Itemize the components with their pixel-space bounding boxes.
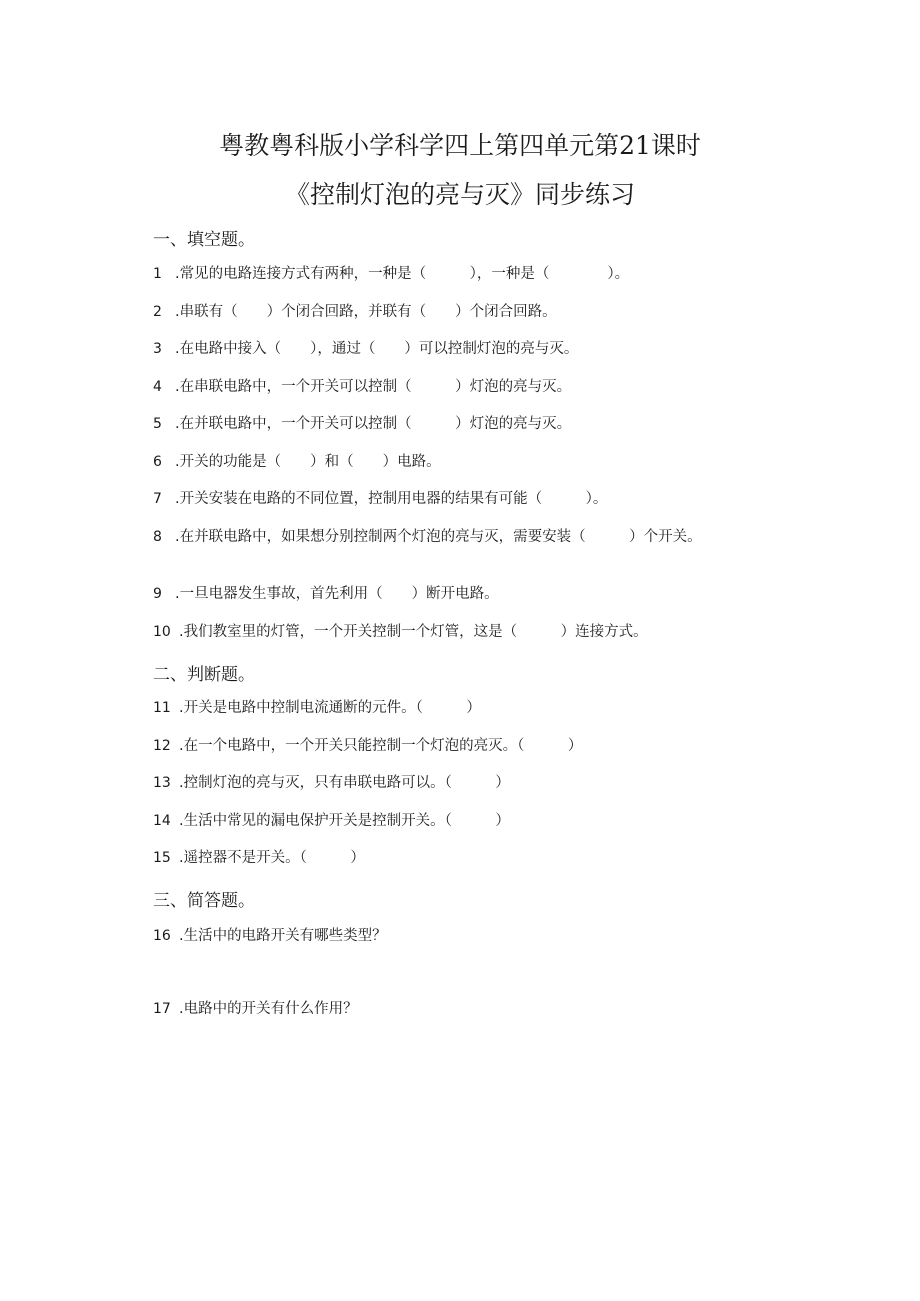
question-5 — [153, 414, 571, 434]
question-9 — [153, 584, 499, 604]
question-number: 5 — [153, 416, 162, 432]
question-number: 13 — [153, 775, 171, 791]
question-text: .生活中的电路开关有哪些类型？ — [179, 928, 387, 944]
question-number: 3 — [153, 341, 162, 357]
question-text: .开关的功能是（ ）和（ ）电路。 — [175, 454, 441, 470]
question-number: 7 — [153, 491, 162, 507]
question-7 — [153, 489, 607, 509]
question-14 — [153, 811, 510, 831]
title-line-1: 粤教粤科版小学科学四上第四单元第21课时 — [219, 131, 701, 160]
question-number: 9 — [153, 586, 162, 602]
question-13 — [153, 773, 510, 793]
section-short-answer: 三、简答题。 — [153, 891, 255, 911]
question-text: .我们教室里的灯管，一个开关控制一个灯管，这是（ ）连接方式。 — [179, 624, 648, 640]
question-6 — [153, 452, 441, 472]
question-8 — [153, 527, 713, 547]
question-text: .电路中的开关有什么作用？ — [179, 1001, 358, 1017]
question-10 — [153, 622, 648, 642]
question-number: 6 — [153, 454, 162, 470]
question-number: 10 — [153, 624, 171, 640]
question-3 — [153, 339, 578, 359]
question-text: .开关安装在电路的不同位置，控制用电器的结果有可能（ ）。 — [175, 491, 608, 507]
question-text: .在并联电路中，如果想分别控制两个灯泡的亮与灭，需要安装（ ）个开关。 — [175, 529, 702, 545]
question-number: 15 — [153, 850, 171, 866]
question-16 — [153, 926, 387, 946]
question-12 — [153, 736, 582, 756]
question-number: 14 — [153, 813, 171, 829]
question-number: 12 — [153, 738, 171, 754]
question-number: 1 — [153, 266, 162, 282]
question-2 — [153, 302, 557, 322]
question-text: .生活中常见的漏电保护开关是控制开关。（ ） — [179, 813, 510, 829]
question-number: 4 — [153, 379, 162, 395]
question-text: .一旦电器发生事故，首先利用（ ）断开电路。 — [175, 586, 499, 602]
question-15 — [153, 848, 365, 868]
question-number: 11 — [153, 700, 171, 716]
question-4 — [153, 377, 571, 397]
question-text: .在电路中接入（ ），通过（ ）可以控制灯泡的亮与灭。 — [175, 341, 579, 357]
question-number: 8 — [153, 529, 162, 545]
question-text: .串联有（ ）个闭合回路，并联有（ ）个闭合回路。 — [175, 304, 557, 320]
question-number: 2 — [153, 304, 162, 320]
question-text: .开关是电路中控制电流通断的元件。（ ） — [179, 700, 481, 716]
title-line-2: 《控制灯泡的亮与灭》同步练习 — [284, 180, 635, 209]
question-11 — [153, 698, 481, 718]
question-text: .在串联电路中，一个开关可以控制（ ）灯泡的亮与灭。 — [175, 379, 572, 395]
question-text: .在并联电路中，一个开关可以控制（ ）灯泡的亮与灭。 — [175, 416, 572, 432]
section-judge: 二、判断题。 — [153, 665, 255, 685]
section-fill-blank: 一、填空题。 — [153, 230, 255, 250]
question-1 — [153, 264, 629, 284]
question-number: 17 — [153, 1001, 171, 1017]
question-text: .常见的电路连接方式有两种，一种是（ ），一种是（ ）。 — [175, 266, 630, 282]
question-number: 16 — [153, 928, 171, 944]
question-text: .控制灯泡的亮与灭，只有串联电路可以。（ ） — [179, 775, 510, 791]
question-17 — [153, 999, 358, 1019]
question-text: .在一个电路中，一个开关只能控制一个灯泡的亮灭。（ ） — [179, 738, 583, 754]
question-text: .遥控器不是开关。（ ） — [179, 850, 365, 866]
